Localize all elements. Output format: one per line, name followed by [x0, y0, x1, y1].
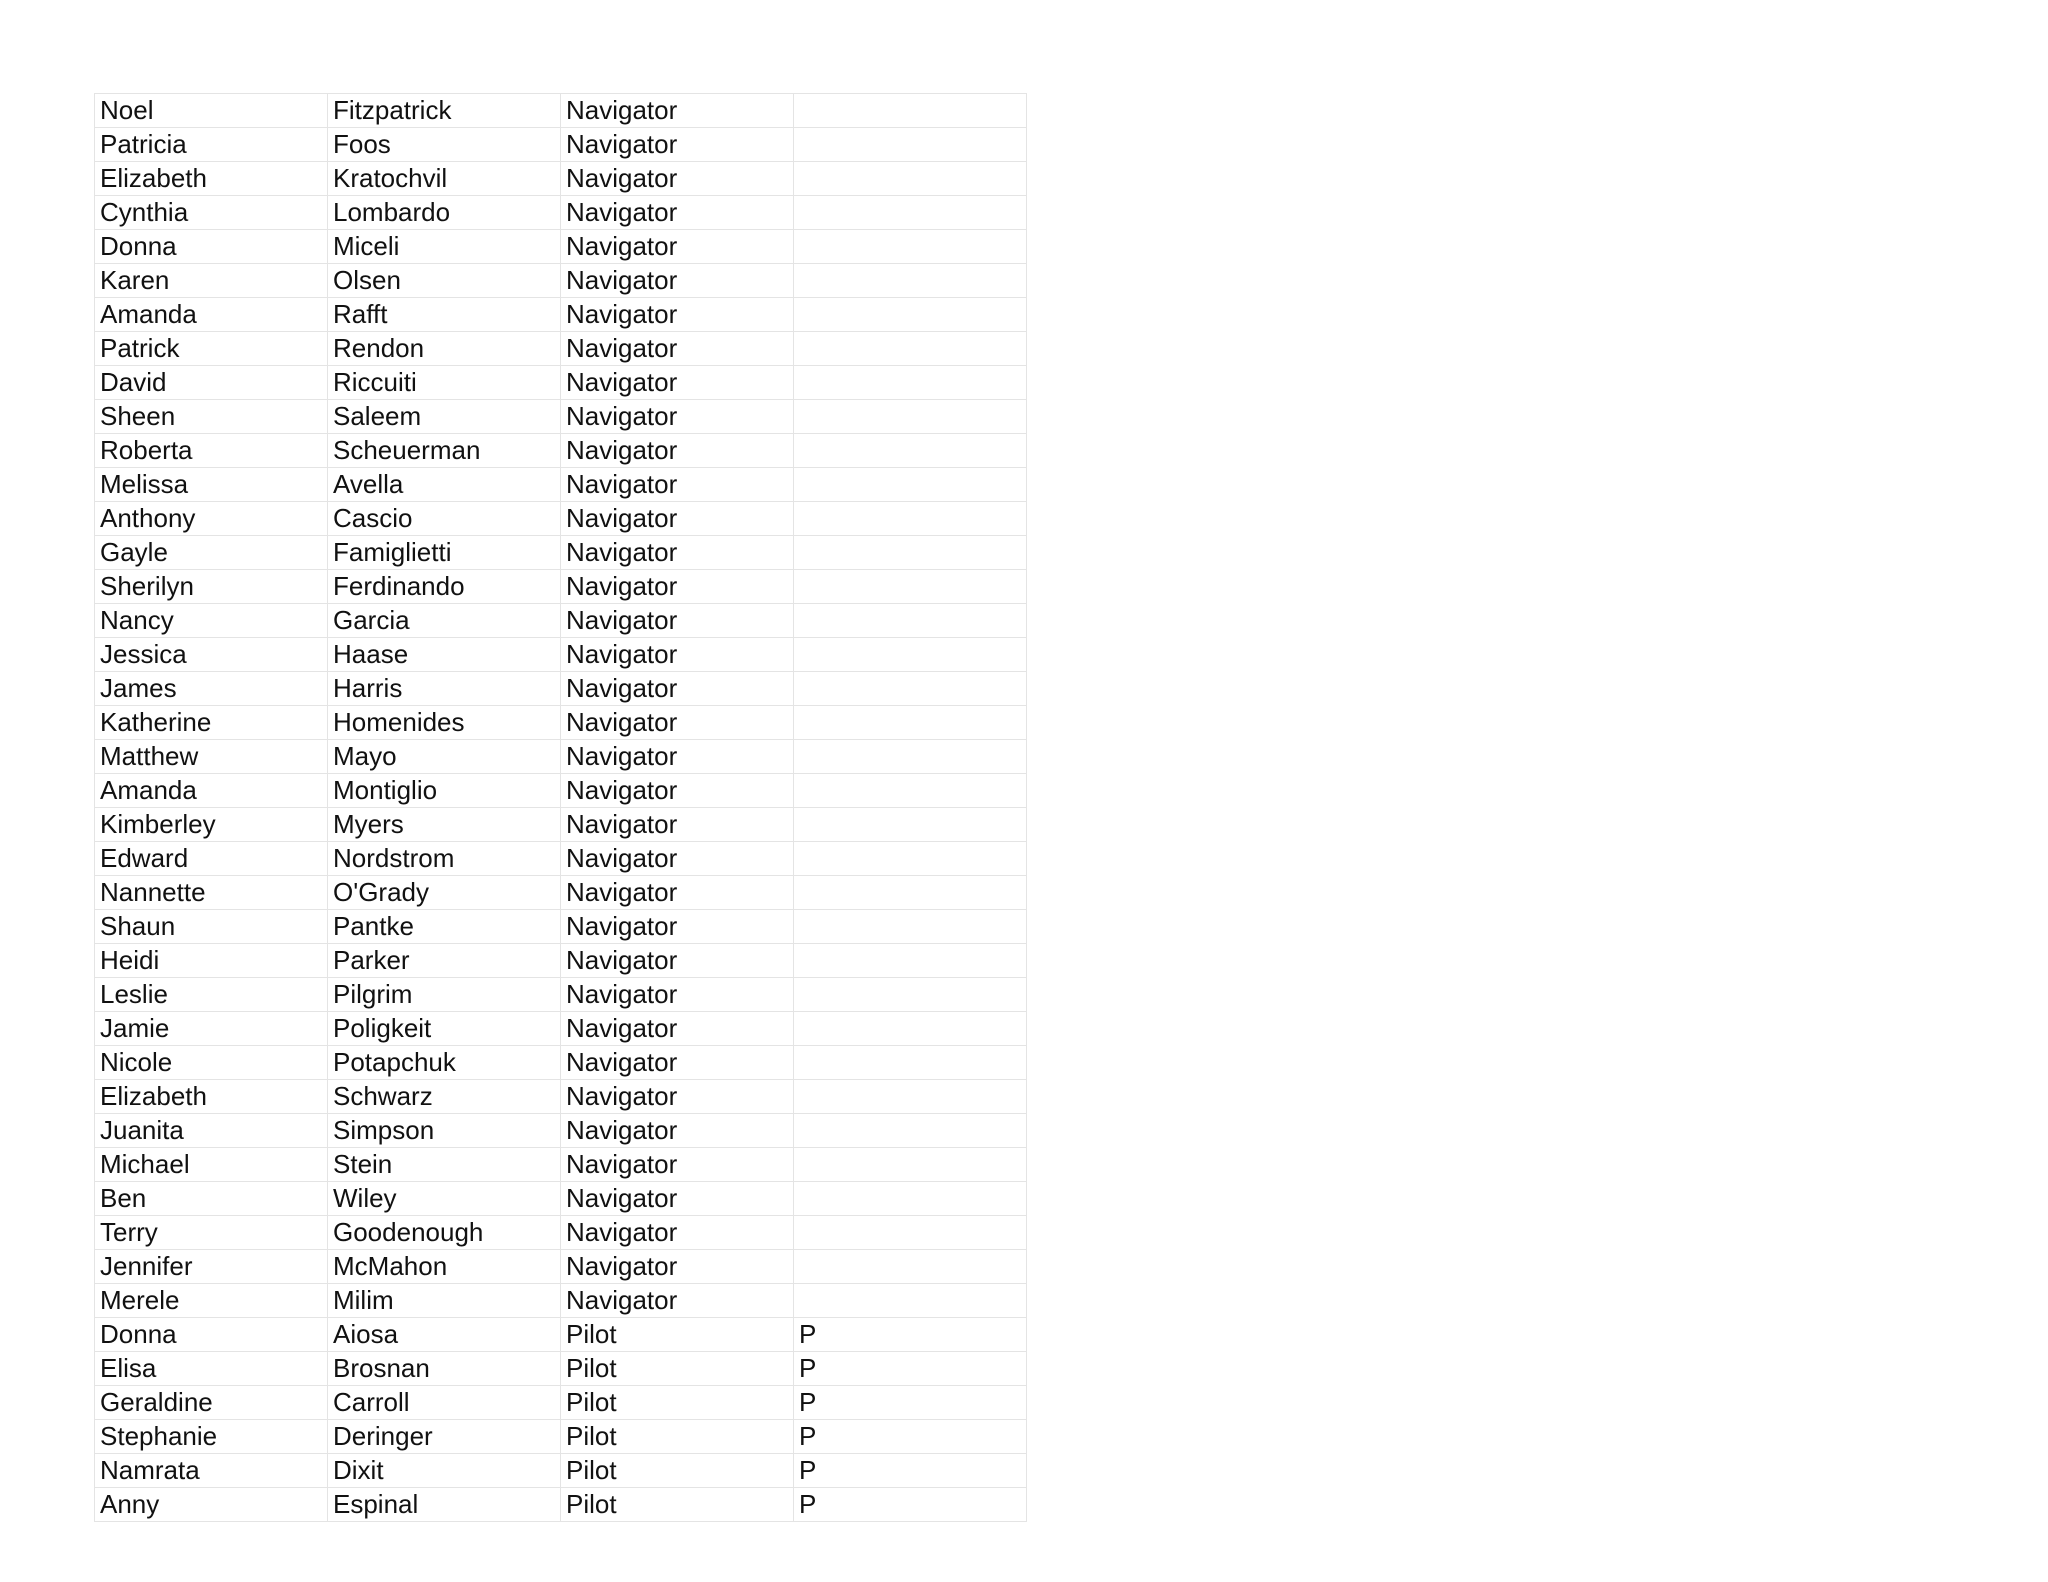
flag-cell[interactable]	[794, 468, 1027, 502]
first-name-cell[interactable]: Jessica	[95, 638, 328, 672]
first-name-cell[interactable]: Michael	[95, 1148, 328, 1182]
table-row	[95, 1250, 1027, 1284]
last-name-cell[interactable]: Miceli	[328, 230, 561, 264]
table-row	[95, 1386, 1027, 1420]
spreadsheet-body	[95, 94, 1027, 1522]
role-cell[interactable]: Navigator	[561, 570, 794, 604]
first-name-cell[interactable]: Cynthia	[95, 196, 328, 230]
first-name-cell[interactable]: Anny	[95, 1488, 328, 1522]
last-name-cell[interactable]: McMahon	[328, 1250, 561, 1284]
last-name-cell[interactable]: Stein	[328, 1148, 561, 1182]
table-row	[95, 1318, 1027, 1352]
first-name-cell[interactable]: Shaun	[95, 910, 328, 944]
flag-cell[interactable]	[794, 876, 1027, 910]
table-row	[95, 876, 1027, 910]
last-name-cell[interactable]: Brosnan	[328, 1352, 561, 1386]
first-name-cell[interactable]: Nancy	[95, 604, 328, 638]
role-cell[interactable]: Navigator	[561, 672, 794, 706]
role-cell[interactable]: Navigator	[561, 1080, 794, 1114]
role-cell[interactable]: Navigator	[561, 230, 794, 264]
first-name-cell[interactable]: Donna	[95, 230, 328, 264]
first-name-cell[interactable]: Heidi	[95, 944, 328, 978]
role-cell[interactable]: Navigator	[561, 944, 794, 978]
table-row	[95, 264, 1027, 298]
flag-cell[interactable]	[794, 638, 1027, 672]
first-name-cell[interactable]: James	[95, 672, 328, 706]
role-cell[interactable]: Navigator	[561, 468, 794, 502]
table-row	[95, 1352, 1027, 1386]
last-name-cell[interactable]: Dixit	[328, 1454, 561, 1488]
table-row	[95, 1420, 1027, 1454]
last-name-cell[interactable]: Carroll	[328, 1386, 561, 1420]
role-cell[interactable]: Navigator	[561, 1182, 794, 1216]
last-name-cell[interactable]: Scheuerman	[328, 434, 561, 468]
table-row	[95, 400, 1027, 434]
last-name-cell[interactable]: Haase	[328, 638, 561, 672]
flag-cell[interactable]	[794, 536, 1027, 570]
first-name-cell[interactable]: Gayle	[95, 536, 328, 570]
role-cell[interactable]: Navigator	[561, 978, 794, 1012]
last-name-cell[interactable]: Homenides	[328, 706, 561, 740]
role-cell[interactable]: Navigator	[561, 332, 794, 366]
role-cell[interactable]: Pilot	[561, 1454, 794, 1488]
role-cell[interactable]: Navigator	[561, 366, 794, 400]
last-name-cell[interactable]: Mayo	[328, 740, 561, 774]
role-cell[interactable]: Navigator	[561, 502, 794, 536]
table-row	[95, 502, 1027, 536]
last-name-cell[interactable]: Saleem	[328, 400, 561, 434]
flag-cell[interactable]: P	[794, 1352, 1027, 1386]
first-name-cell[interactable]: Amanda	[95, 774, 328, 808]
table-row	[95, 1284, 1027, 1318]
first-name-cell[interactable]: Donna	[95, 1318, 328, 1352]
flag-cell[interactable]	[794, 842, 1027, 876]
role-cell[interactable]: Navigator	[561, 94, 794, 128]
role-cell[interactable]: Navigator	[561, 264, 794, 298]
flag-cell[interactable]	[794, 774, 1027, 808]
table-row	[95, 604, 1027, 638]
last-name-cell[interactable]: Montiglio	[328, 774, 561, 808]
flag-cell[interactable]	[794, 94, 1027, 128]
table-row	[95, 366, 1027, 400]
first-name-cell[interactable]: Noel	[95, 94, 328, 128]
role-cell[interactable]: Navigator	[561, 842, 794, 876]
table-row	[95, 944, 1027, 978]
table-row	[95, 1012, 1027, 1046]
table-row	[95, 1046, 1027, 1080]
first-name-cell[interactable]: Merele	[95, 1284, 328, 1318]
table-row	[95, 638, 1027, 672]
role-cell[interactable]: Navigator	[561, 298, 794, 332]
role-cell[interactable]: Pilot	[561, 1318, 794, 1352]
role-cell[interactable]: Pilot	[561, 1420, 794, 1454]
role-cell[interactable]: Navigator	[561, 128, 794, 162]
table-row	[95, 196, 1027, 230]
flag-cell[interactable]	[794, 128, 1027, 162]
flag-cell[interactable]	[794, 332, 1027, 366]
flag-cell[interactable]: P	[794, 1386, 1027, 1420]
last-name-cell[interactable]: Fitzpatrick	[328, 94, 561, 128]
table-row	[95, 808, 1027, 842]
first-name-cell[interactable]: Geraldine	[95, 1386, 328, 1420]
flag-cell[interactable]: P	[794, 1318, 1027, 1352]
first-name-cell[interactable]: Amanda	[95, 298, 328, 332]
last-name-cell[interactable]: Myers	[328, 808, 561, 842]
flag-cell[interactable]	[794, 910, 1027, 944]
first-name-cell[interactable]: Patrick	[95, 332, 328, 366]
first-name-cell[interactable]: Kimberley	[95, 808, 328, 842]
last-name-cell[interactable]: Rendon	[328, 332, 561, 366]
last-name-cell[interactable]: Simpson	[328, 1114, 561, 1148]
table-row	[95, 706, 1027, 740]
last-name-cell[interactable]: Poligkeit	[328, 1012, 561, 1046]
role-cell[interactable]: Navigator	[561, 604, 794, 638]
flag-cell[interactable]	[794, 502, 1027, 536]
table-row	[95, 1182, 1027, 1216]
table-row	[95, 434, 1027, 468]
first-name-cell[interactable]: Stephanie	[95, 1420, 328, 1454]
table-row	[95, 672, 1027, 706]
last-name-cell[interactable]: Deringer	[328, 1420, 561, 1454]
role-cell[interactable]: Navigator	[561, 1046, 794, 1080]
last-name-cell[interactable]: Aiosa	[328, 1318, 561, 1352]
flag-cell[interactable]	[794, 1182, 1027, 1216]
table-row	[95, 1454, 1027, 1488]
role-cell[interactable]: Pilot	[561, 1352, 794, 1386]
last-name-cell[interactable]: Lombardo	[328, 196, 561, 230]
flag-cell[interactable]	[794, 1216, 1027, 1250]
table-row	[95, 162, 1027, 196]
table-row	[95, 774, 1027, 808]
first-name-cell[interactable]: Elisa	[95, 1352, 328, 1386]
first-name-cell[interactable]: David	[95, 366, 328, 400]
first-name-cell[interactable]: Elizabeth	[95, 1080, 328, 1114]
last-name-cell[interactable]: Goodenough	[328, 1216, 561, 1250]
last-name-cell[interactable]: Potapchuk	[328, 1046, 561, 1080]
last-name-cell[interactable]: Famiglietti	[328, 536, 561, 570]
role-cell[interactable]: Navigator	[561, 1250, 794, 1284]
role-cell[interactable]: Navigator	[561, 706, 794, 740]
first-name-cell[interactable]: Roberta	[95, 434, 328, 468]
first-name-cell[interactable]: Edward	[95, 842, 328, 876]
role-cell[interactable]: Navigator	[561, 638, 794, 672]
flag-cell[interactable]	[794, 672, 1027, 706]
flag-cell[interactable]	[794, 230, 1027, 264]
role-cell[interactable]: Navigator	[561, 774, 794, 808]
last-name-cell[interactable]: Schwarz	[328, 1080, 561, 1114]
table-row	[95, 468, 1027, 502]
first-name-cell[interactable]: Karen	[95, 264, 328, 298]
role-cell[interactable]: Navigator	[561, 536, 794, 570]
last-name-cell[interactable]: Espinal	[328, 1488, 561, 1522]
flag-cell[interactable]	[794, 1250, 1027, 1284]
first-name-cell[interactable]: Patricia	[95, 128, 328, 162]
table-row	[95, 1488, 1027, 1522]
first-name-cell[interactable]: Katherine	[95, 706, 328, 740]
first-name-cell[interactable]: Ben	[95, 1182, 328, 1216]
role-cell[interactable]: Navigator	[561, 1148, 794, 1182]
role-cell[interactable]: Navigator	[561, 910, 794, 944]
last-name-cell[interactable]: Avella	[328, 468, 561, 502]
last-name-cell[interactable]: Nordstrom	[328, 842, 561, 876]
last-name-cell[interactable]: Milim	[328, 1284, 561, 1318]
flag-cell[interactable]: P	[794, 1454, 1027, 1488]
spreadsheet-table	[94, 93, 1027, 1522]
role-cell[interactable]: Navigator	[561, 740, 794, 774]
first-name-cell[interactable]: Sherilyn	[95, 570, 328, 604]
last-name-cell[interactable]: Cascio	[328, 502, 561, 536]
flag-cell[interactable]: P	[794, 1420, 1027, 1454]
table-row	[95, 1080, 1027, 1114]
role-cell[interactable]: Navigator	[561, 1216, 794, 1250]
role-cell[interactable]: Navigator	[561, 1114, 794, 1148]
table-row	[95, 1216, 1027, 1250]
flag-cell[interactable]	[794, 740, 1027, 774]
role-cell[interactable]: Navigator	[561, 162, 794, 196]
role-cell[interactable]: Navigator	[561, 434, 794, 468]
table-row	[95, 94, 1027, 128]
first-name-cell[interactable]: Jamie	[95, 1012, 328, 1046]
last-name-cell[interactable]: Harris	[328, 672, 561, 706]
flag-cell[interactable]	[794, 570, 1027, 604]
flag-cell[interactable]	[794, 1284, 1027, 1318]
flag-cell[interactable]	[794, 1080, 1027, 1114]
first-name-cell[interactable]: Elizabeth	[95, 162, 328, 196]
role-cell[interactable]: Pilot	[561, 1386, 794, 1420]
last-name-cell[interactable]: Pilgrim	[328, 978, 561, 1012]
table-row	[95, 978, 1027, 1012]
table-row	[95, 842, 1027, 876]
flag-cell[interactable]	[794, 264, 1027, 298]
first-name-cell[interactable]: Anthony	[95, 502, 328, 536]
role-cell[interactable]: Navigator	[561, 808, 794, 842]
table-row	[95, 298, 1027, 332]
last-name-cell[interactable]: Riccuiti	[328, 366, 561, 400]
flag-cell[interactable]	[794, 196, 1027, 230]
last-name-cell[interactable]: Garcia	[328, 604, 561, 638]
flag-cell[interactable]	[794, 400, 1027, 434]
last-name-cell[interactable]: Kratochvil	[328, 162, 561, 196]
role-cell[interactable]: Navigator	[561, 1012, 794, 1046]
last-name-cell[interactable]: Foos	[328, 128, 561, 162]
flag-cell[interactable]	[794, 944, 1027, 978]
last-name-cell[interactable]: Rafft	[328, 298, 561, 332]
role-cell[interactable]: Navigator	[561, 876, 794, 910]
table-row	[95, 536, 1027, 570]
flag-cell[interactable]	[794, 1114, 1027, 1148]
first-name-cell[interactable]: Leslie	[95, 978, 328, 1012]
first-name-cell[interactable]: Nannette	[95, 876, 328, 910]
first-name-cell[interactable]: Nicole	[95, 1046, 328, 1080]
flag-cell[interactable]	[794, 434, 1027, 468]
flag-cell[interactable]	[794, 366, 1027, 400]
table-row	[95, 230, 1027, 264]
table-row	[95, 1114, 1027, 1148]
last-name-cell[interactable]: O'Grady	[328, 876, 561, 910]
last-name-cell[interactable]: Ferdinando	[328, 570, 561, 604]
first-name-cell[interactable]: Sheen	[95, 400, 328, 434]
role-cell[interactable]: Pilot	[561, 1488, 794, 1522]
role-cell[interactable]: Navigator	[561, 196, 794, 230]
table-row	[95, 740, 1027, 774]
flag-cell[interactable]	[794, 808, 1027, 842]
table-row	[95, 910, 1027, 944]
last-name-cell[interactable]: Olsen	[328, 264, 561, 298]
flag-cell[interactable]	[794, 162, 1027, 196]
flag-cell[interactable]	[794, 978, 1027, 1012]
table-row	[95, 128, 1027, 162]
first-name-cell[interactable]: Terry	[95, 1216, 328, 1250]
table-row	[95, 570, 1027, 604]
flag-cell[interactable]	[794, 1046, 1027, 1080]
flag-cell[interactable]	[794, 298, 1027, 332]
flag-cell[interactable]: P	[794, 1488, 1027, 1522]
flag-cell[interactable]	[794, 1148, 1027, 1182]
last-name-cell[interactable]: Parker	[328, 944, 561, 978]
first-name-cell[interactable]: Matthew	[95, 740, 328, 774]
table-row	[95, 332, 1027, 366]
first-name-cell[interactable]: Melissa	[95, 468, 328, 502]
first-name-cell[interactable]: Jennifer	[95, 1250, 328, 1284]
last-name-cell[interactable]: Pantke	[328, 910, 561, 944]
role-cell[interactable]: Navigator	[561, 400, 794, 434]
table-row	[95, 1148, 1027, 1182]
flag-cell[interactable]	[794, 706, 1027, 740]
flag-cell[interactable]	[794, 604, 1027, 638]
last-name-cell[interactable]: Wiley	[328, 1182, 561, 1216]
flag-cell[interactable]	[794, 1012, 1027, 1046]
role-cell[interactable]: Navigator	[561, 1284, 794, 1318]
first-name-cell[interactable]: Namrata	[95, 1454, 328, 1488]
first-name-cell[interactable]: Juanita	[95, 1114, 328, 1148]
